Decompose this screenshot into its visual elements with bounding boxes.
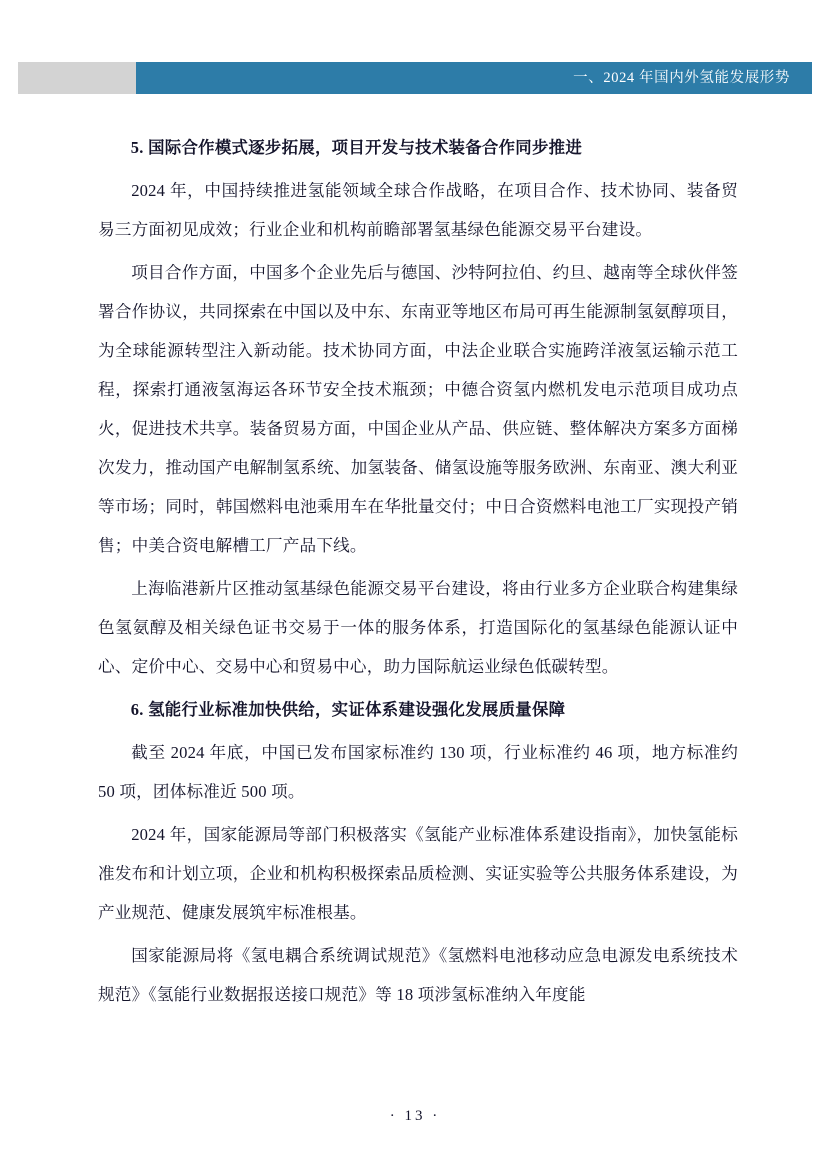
paragraph-1: 2024 年，中国持续推进氢能领域全球合作战略，在项目合作、技术协同、装备贸易三方面初见成效；行业企业和机构前瞻部署氢基绿色能源交易平台建设。 bbox=[98, 181, 738, 239]
section-heading-6: 6. 氢能行业标准加快供给，实证体系建设强化发展质量保障 bbox=[130, 700, 566, 719]
page-header bbox=[0, 62, 830, 94]
page-footer bbox=[0, 1108, 830, 1125]
paragraph-6: 国家能源局将《氢电耦合系统调试规范》《氢燃料电池移动应急电源发电系统技术规范》《氢能行业数据报送接口规范》等 18 项涉氢标准纳入年度能 bbox=[98, 946, 738, 1004]
header-decoration-block bbox=[18, 62, 136, 94]
paragraph-5: 2024 年，国家能源局等部门积极落实《氢能产业标准体系建设指南》，加快氢能标准发布和计划立项，企业和机构积极探索品质检测、实证实验等公共服务体系建设，为产业规范、健康发展筑牢标准根基。 bbox=[98, 825, 738, 922]
document-body bbox=[98, 128, 738, 1018]
paragraph-4: 截至 2024 年底，中国已发布国家标准约 130 项，行业标准约 46 项，地方标准约 50 项，团体标准近 500 项。 bbox=[98, 743, 738, 801]
paragraph-2: 项目合作方面，中国多个企业先后与德国、沙特阿拉伯、约旦、越南等全球伙伴签署合作协议，共同探索在中国以及中东、东南亚等地区布局可再生能源制氢氨醇项目，为全球能源转型注入新动能。技术协同方面，中法企业联合实施跨洋液氢运输示范工程，探索打通液氢海运各环节安全技术瓶颈；中德合资氢内燃机发电示范项目成功点火，促进技术共享。装备贸易方面，中国企业从产品、供应链、整体解决方案多方面梯次发力，推动国产电解制氢系统、加氢装备、储氢设施等服务欧洲、东南亚、澳大利亚等市场；同时，韩国燃料电池乘用车在华批量交付；中日合资燃料电池工厂实现投产销售；中美合资电解槽工厂产品下线。 bbox=[98, 263, 738, 555]
header-band bbox=[136, 62, 812, 94]
section-heading-5: 5. 国际合作模式逐步拓展，项目开发与技术装备合作同步推进 bbox=[130, 138, 583, 157]
header-title: 一、2024 年国内外氢能发展形势 bbox=[573, 70, 790, 86]
page-number: · 13 · bbox=[389, 1108, 441, 1124]
paragraph-3: 上海临港新片区推动氢基绿色能源交易平台建设，将由行业多方企业联合构建集绿色氢氨醇及相关绿色证书交易于一体的服务体系，打造国际化的氢基绿色能源认证中心、定价中心、交易中心和贸易中心，助力国际航运业绿色低碳转型。 bbox=[98, 579, 738, 676]
